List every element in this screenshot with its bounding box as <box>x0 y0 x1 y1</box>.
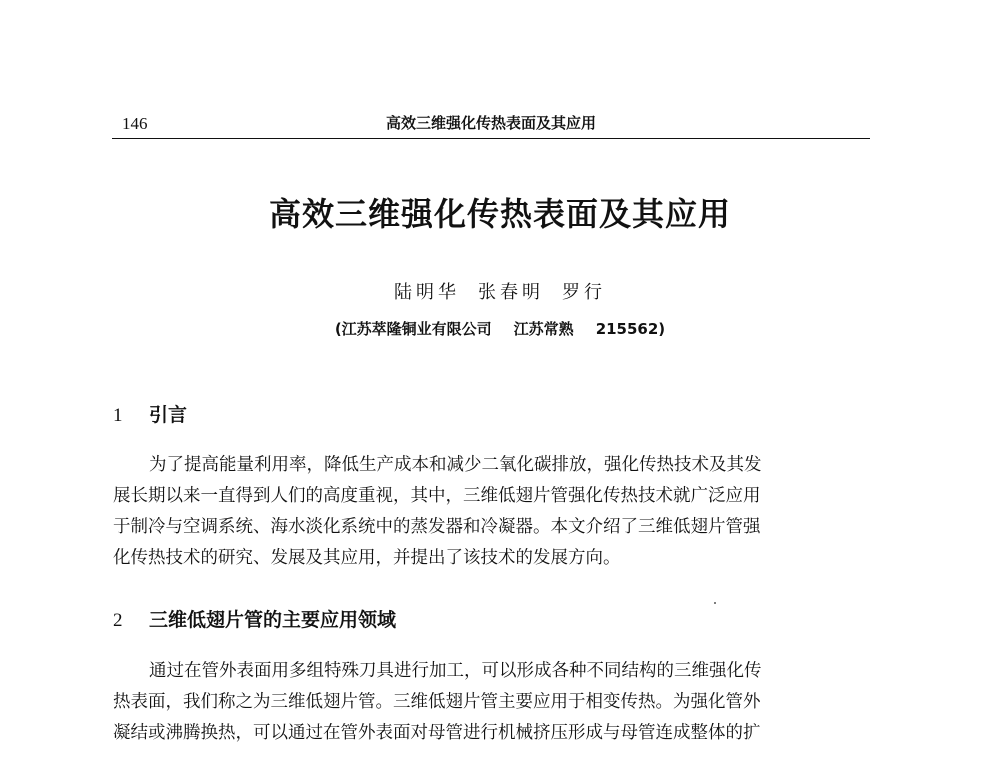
section-title: 三维低翅片管的主要应用领域 <box>149 609 397 631</box>
section-number: 2 <box>113 610 123 631</box>
paragraph-line: 展长期以来一直得到人们的高度重视，其中，三维低翅片管强化传热技术就广泛应用 <box>113 486 761 506</box>
affiliation-location: 江苏常熟 <box>513 320 574 338</box>
paper-title: 高效三维强化传热表面及其应用 <box>268 195 731 233</box>
running-title: 高效三维强化传热表面及其应用 <box>385 114 596 132</box>
section-paragraph-introduction <box>113 450 873 574</box>
header-rule <box>112 138 870 139</box>
author-name: 陆明华 <box>394 282 460 303</box>
paragraph-line: 热表面，我们称之为三维低翅片管。三维低翅片管主要应用于相变传热。为强化管外 <box>113 692 761 712</box>
paragraph-line: 凝结或沸腾换热，可以通过在管外表面对母管进行机械挤压形成与母管连成整体的扩 <box>113 723 761 743</box>
paragraph-line: 为了提高能量利用率，降低生产成本和减少二氧化碳排放，强化传热技术及其发 <box>149 455 762 475</box>
author-list <box>0 280 1000 306</box>
section-paragraph-applications <box>113 656 873 749</box>
paragraph-line: 于制冷与空调系统、海水淡化系统中的蒸发器和冷凝器。本文介绍了三维低翅片管强 <box>113 517 761 537</box>
author-name: 张春明 <box>478 282 544 303</box>
scan-speck <box>714 602 716 604</box>
section-heading-applications <box>113 606 396 635</box>
affiliation-postal-code: 215562) <box>595 320 666 338</box>
author-name: 罗行 <box>562 282 606 303</box>
section-title: 引言 <box>149 404 188 426</box>
running-header <box>112 100 870 140</box>
affiliation <box>0 318 1000 340</box>
paragraph-line: 化传热技术的研究、发展及其应用，并提出了该技术的发展方向。 <box>113 548 621 568</box>
paragraph-line: 通过在管外表面用多组特殊刀具进行加工，可以形成各种不同结构的三维强化传 <box>149 661 762 681</box>
affiliation-organization: (江苏萃隆铜业有限公司 <box>334 320 492 338</box>
section-number: 1 <box>113 405 123 426</box>
section-heading-introduction <box>113 401 187 430</box>
page-number: 146 <box>122 114 148 133</box>
